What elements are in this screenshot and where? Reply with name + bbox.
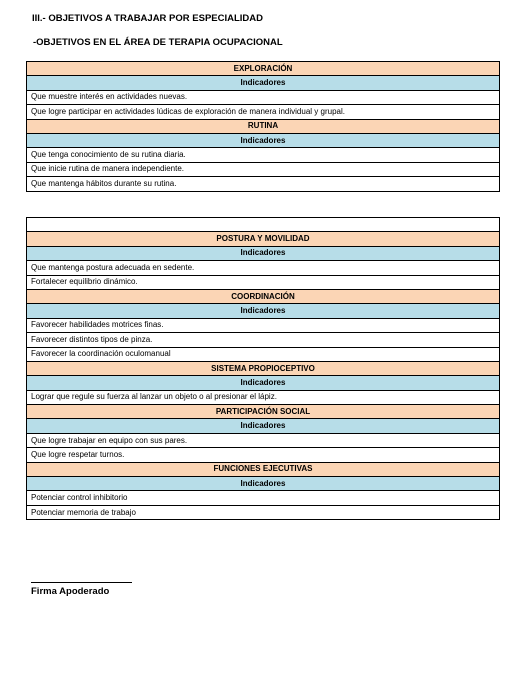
- objective-item: Fortalecer equilibrio dinámico.: [27, 275, 500, 289]
- category-header: PARTICIPACIÓN SOCIAL: [27, 405, 500, 419]
- table-row: [27, 491, 500, 505]
- objective-item: Que logre respetar turnos.: [27, 448, 500, 462]
- category-header: EXPLORACIÓN: [27, 62, 500, 76]
- table-row: [27, 261, 500, 275]
- table-row: [27, 390, 500, 404]
- objectives-table-2: [26, 217, 500, 520]
- indicators-header: Indicadores: [27, 477, 500, 491]
- objective-item: Que logre participar en actividades lúdicas de exploración de manera individual y grupal.: [27, 105, 500, 119]
- objective-item: Favorecer habilidades motrices finas.: [27, 318, 500, 332]
- table-row: [27, 232, 500, 246]
- objectives-table-1: [26, 61, 500, 192]
- table-row: [27, 133, 500, 147]
- indicators-header: Indicadores: [27, 304, 500, 318]
- table-row: [27, 148, 500, 162]
- table-row: [27, 304, 500, 318]
- category-header: POSTURA Y MOVILIDAD: [27, 232, 500, 246]
- table-row: [27, 105, 500, 119]
- objective-item: Que mantenga postura adecuada en sedente.: [27, 261, 500, 275]
- table-row: [27, 177, 500, 191]
- table-row: [27, 405, 500, 419]
- table-row: [27, 361, 500, 375]
- table-row: [27, 162, 500, 176]
- table-row: [27, 477, 500, 491]
- table-row: [27, 318, 500, 332]
- area-subheading: -OBJETIVOS EN EL ÁREA DE TERAPIA OCUPACIONAL: [33, 37, 283, 48]
- table-row: [27, 246, 500, 260]
- objective-item: Que mantenga hábitos durante su rutina.: [27, 177, 500, 191]
- table-row: [27, 433, 500, 447]
- blank-cell: [27, 218, 500, 232]
- table-row: [27, 462, 500, 476]
- category-header: FUNCIONES EJECUTIVAS: [27, 462, 500, 476]
- table-row: [27, 275, 500, 289]
- indicators-header: Indicadores: [27, 246, 500, 260]
- table-row: [27, 289, 500, 303]
- objective-item: Que logre trabajar en equipo con sus pares.: [27, 433, 500, 447]
- table-row: [27, 62, 500, 76]
- table-row: [27, 119, 500, 133]
- objective-item: Favorecer la coordinación oculomanual: [27, 347, 500, 361]
- objective-item: Potenciar control inhibitorio: [27, 491, 500, 505]
- table-row: [27, 333, 500, 347]
- objective-item: Favorecer distintos tipos de pinza.: [27, 333, 500, 347]
- table-row: [27, 218, 500, 232]
- indicators-header: Indicadores: [27, 419, 500, 433]
- category-header: RUTINA: [27, 119, 500, 133]
- objective-item: Que tenga conocimiento de su rutina diaria.: [27, 148, 500, 162]
- table-row: [27, 448, 500, 462]
- table-row: [27, 90, 500, 104]
- table-row: [27, 505, 500, 519]
- objective-item: Que muestre interés en actividades nuevas.: [27, 90, 500, 104]
- indicators-header: Indicadores: [27, 376, 500, 390]
- signature-label: Firma Apoderado: [31, 586, 110, 597]
- table-row: [27, 376, 500, 390]
- indicators-header: Indicadores: [27, 133, 500, 147]
- signature-line: [31, 582, 132, 583]
- objective-item: Que inicie rutina de manera independiente.: [27, 162, 500, 176]
- objective-item: Lograr que regule su fuerza al lanzar un objeto o al presionar el lápiz.: [27, 390, 500, 404]
- table-row: [27, 419, 500, 433]
- category-header: COORDINACIÓN: [27, 289, 500, 303]
- indicators-header: Indicadores: [27, 76, 500, 90]
- table-row: [27, 347, 500, 361]
- category-header: SISTEMA PROPIOCEPTIVO: [27, 361, 500, 375]
- table-row: [27, 76, 500, 90]
- section-heading: III.- OBJETIVOS A TRABAJAR POR ESPECIALIDAD: [32, 13, 264, 24]
- objective-item: Potenciar memoria de trabajo: [27, 505, 500, 519]
